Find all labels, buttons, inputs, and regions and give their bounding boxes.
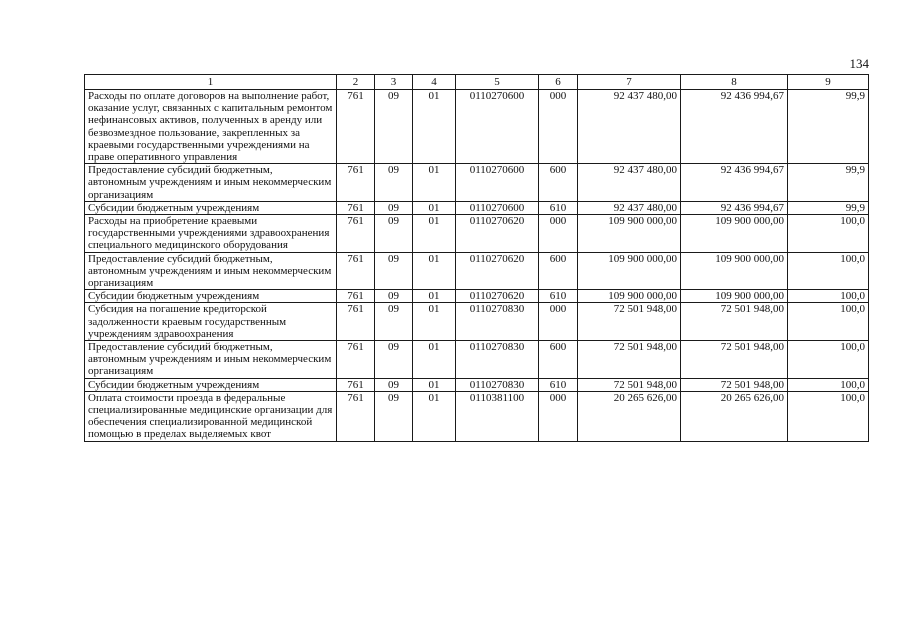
execution-percent: 99,9 (788, 164, 869, 202)
section-code: 09 (375, 90, 413, 164)
executed-amount: 109 900 000,00 (681, 215, 788, 253)
target-article-code: 0110270830 (456, 341, 539, 379)
expense-name: Предоставление субсидий бюджетным, автономным учреждениям и иным некоммерческим организациям (85, 164, 337, 202)
section-code: 09 (375, 391, 413, 441)
execution-percent: 100,0 (788, 378, 869, 391)
expense-name: Оплата стоимости проезда в федеральные специализированные медицинские организации для обеспечения специализированной медицинской помощью в пределах выделяемых квот (85, 391, 337, 441)
section-code: 09 (375, 215, 413, 253)
section-code: 09 (375, 252, 413, 290)
planned-amount: 109 900 000,00 (578, 290, 681, 303)
page-number: 134 (849, 56, 869, 71)
subsection-code: 01 (413, 378, 456, 391)
ministry-code: 761 (337, 341, 375, 379)
target-article-code: 0110270600 (456, 201, 539, 214)
expense-name: Субсидия на погашение кредиторской задолженности краевым государственным учреждениям здравоохранения (85, 303, 337, 341)
expense-type-code: 000 (539, 215, 578, 253)
table-row (85, 303, 869, 341)
executed-amount: 72 501 948,00 (681, 341, 788, 379)
column-header: 3 (375, 75, 413, 90)
expense-type-code: 600 (539, 164, 578, 202)
section-code: 09 (375, 201, 413, 214)
expense-type-code: 000 (539, 90, 578, 164)
column-header: 7 (578, 75, 681, 90)
table-row (85, 290, 869, 303)
execution-percent: 100,0 (788, 303, 869, 341)
column-header: 4 (413, 75, 456, 90)
expense-name: Предоставление субсидий бюджетным, автономным учреждениям и иным некоммерческим организациям (85, 341, 337, 379)
expense-type-code: 610 (539, 201, 578, 214)
executed-amount: 92 436 994,67 (681, 90, 788, 164)
execution-percent: 99,9 (788, 90, 869, 164)
expense-type-code: 600 (539, 252, 578, 290)
planned-amount: 72 501 948,00 (578, 341, 681, 379)
planned-amount: 92 437 480,00 (578, 90, 681, 164)
expense-name: Расходы по оплате договоров на выполнение работ, оказание услуг, связанных с капитальным ремонтом нефинансовых активов, полученных в аренду или безвозмездное пользование, закрепленных за краевыми государственными учреждениями на праве оперативного управления (85, 90, 337, 164)
ministry-code: 761 (337, 290, 375, 303)
executed-amount: 92 436 994,67 (681, 164, 788, 202)
ministry-code: 761 (337, 201, 375, 214)
executed-amount: 72 501 948,00 (681, 303, 788, 341)
column-header: 1 (85, 75, 337, 90)
ministry-code: 761 (337, 90, 375, 164)
ministry-code: 761 (337, 252, 375, 290)
section-code: 09 (375, 378, 413, 391)
target-article-code: 0110270830 (456, 303, 539, 341)
expense-type-code: 600 (539, 341, 578, 379)
table-row (85, 90, 869, 164)
table-row (85, 164, 869, 202)
ministry-code: 761 (337, 391, 375, 441)
column-header: 5 (456, 75, 539, 90)
subsection-code: 01 (413, 341, 456, 379)
target-article-code: 0110270600 (456, 164, 539, 202)
subsection-code: 01 (413, 201, 456, 214)
execution-percent: 100,0 (788, 391, 869, 441)
table-row (85, 341, 869, 379)
executed-amount: 109 900 000,00 (681, 290, 788, 303)
section-code: 09 (375, 303, 413, 341)
target-article-code: 0110381100 (456, 391, 539, 441)
section-code: 09 (375, 290, 413, 303)
section-code: 09 (375, 341, 413, 379)
table-row (85, 378, 869, 391)
execution-percent: 100,0 (788, 341, 869, 379)
target-article-code: 0110270830 (456, 378, 539, 391)
expense-name: Субсидии бюджетным учреждениям (85, 290, 337, 303)
execution-percent: 100,0 (788, 290, 869, 303)
column-header: 2 (337, 75, 375, 90)
table-row (85, 391, 869, 441)
planned-amount: 20 265 626,00 (578, 391, 681, 441)
table-row (85, 201, 869, 214)
execution-percent: 100,0 (788, 215, 869, 253)
ministry-code: 761 (337, 303, 375, 341)
target-article-code: 0110270600 (456, 90, 539, 164)
expense-name: Предоставление субсидий бюджетным, автономным учреждениям и иным некоммерческим организациям (85, 252, 337, 290)
table-row (85, 252, 869, 290)
executed-amount: 20 265 626,00 (681, 391, 788, 441)
target-article-code: 0110270620 (456, 252, 539, 290)
planned-amount: 92 437 480,00 (578, 164, 681, 202)
expense-type-code: 610 (539, 290, 578, 303)
execution-percent: 100,0 (788, 252, 869, 290)
table-header-row (85, 75, 869, 90)
column-header: 9 (788, 75, 869, 90)
subsection-code: 01 (413, 303, 456, 341)
planned-amount: 109 900 000,00 (578, 252, 681, 290)
subsection-code: 01 (413, 391, 456, 441)
column-header: 8 (681, 75, 788, 90)
subsection-code: 01 (413, 215, 456, 253)
planned-amount: 109 900 000,00 (578, 215, 681, 253)
target-article-code: 0110270620 (456, 215, 539, 253)
planned-amount: 72 501 948,00 (578, 378, 681, 391)
expense-name: Субсидии бюджетным учреждениям (85, 378, 337, 391)
target-article-code: 0110270620 (456, 290, 539, 303)
table-row (85, 215, 869, 253)
subsection-code: 01 (413, 252, 456, 290)
expense-name: Субсидии бюджетным учреждениям (85, 201, 337, 214)
expense-name: Расходы на приобретение краевыми государственными учреждениями здравоохранения специального медицинского оборудования (85, 215, 337, 253)
budget-table (84, 74, 869, 442)
subsection-code: 01 (413, 290, 456, 303)
subsection-code: 01 (413, 164, 456, 202)
expense-type-code: 610 (539, 378, 578, 391)
executed-amount: 109 900 000,00 (681, 252, 788, 290)
expense-type-code: 000 (539, 391, 578, 441)
planned-amount: 72 501 948,00 (578, 303, 681, 341)
executed-amount: 92 436 994,67 (681, 201, 788, 214)
subsection-code: 01 (413, 90, 456, 164)
execution-percent: 99,9 (788, 201, 869, 214)
ministry-code: 761 (337, 164, 375, 202)
column-header: 6 (539, 75, 578, 90)
planned-amount: 92 437 480,00 (578, 201, 681, 214)
section-code: 09 (375, 164, 413, 202)
expense-type-code: 000 (539, 303, 578, 341)
executed-amount: 72 501 948,00 (681, 378, 788, 391)
ministry-code: 761 (337, 378, 375, 391)
ministry-code: 761 (337, 215, 375, 253)
